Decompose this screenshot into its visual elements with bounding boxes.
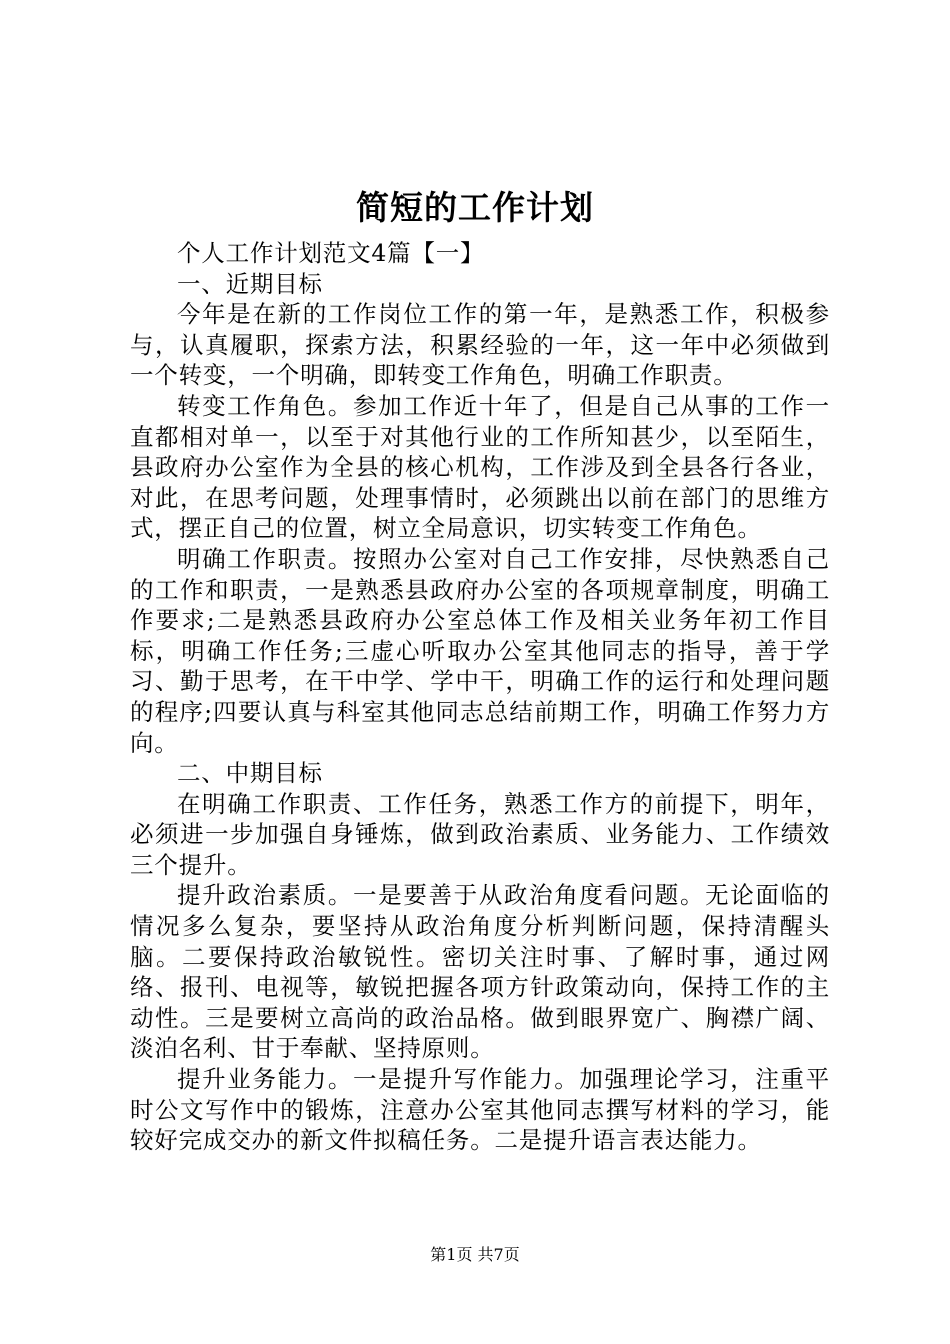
subsection-heading: 二、中期目标 <box>177 759 323 788</box>
section-heading: 个人工作计划范文4篇【一】 <box>177 239 485 267</box>
body-paragraph: 明确工作职责。按照办公室对自己工作安排，尽快熟悉自己的工作和职责，一是熟悉县政府办公室的各项规章制度，明确工作要求;二是熟悉县政府办公室总体工作及相关业务年初工作目标，明确工作任务;三虚心听取办公室其他同志的指导，善于学习、勤于思考，在干中学、学中干，明确工作的运行和处理问题的程序;四要认真与科室其他同志总结前期工作，明确工作努力方向。 <box>130 544 830 757</box>
page-number-footer: 第1页 共7页 <box>430 1245 520 1264</box>
subsection-heading: 一、近期目标 <box>177 269 323 298</box>
body-paragraph: 在明确工作职责、工作任务，熟悉工作方的前提下，明年，必须进一步加强自身锤炼，做到政治素质、业务能力、工作绩效三个提升。 <box>130 789 830 879</box>
document-body <box>130 238 830 1156</box>
body-paragraph: 提升政治素质。一是要善于从政治角度看问题。无论面临的情况多么复杂，要坚持从政治角度分析判断问题，保持清醒头脑。二要保持政治敏锐性。密切关注时事、了解时事，通过网络、报刊、电视等，敏锐把握各项方针政策动向，保持工作的主动性。三是要树立高尚的政治品格。做到眼界宽广、胸襟广阔、淡泊名利、甘于奉献、坚持原则。 <box>130 881 830 1063</box>
body-paragraph: 转变工作角色。参加工作近十年了，但是自己从事的工作一直都相对单一，以至于对其他行业的工作所知甚少，以至陌生，县政府办公室作为全县的核心机构，工作涉及到全县各行各业，对此，在思考问题，处理事情时，必须跳出以前在部门的思维方式，摆正自己的位置，树立全局意识，切实转变工作角色。 <box>130 391 830 543</box>
body-paragraph: 提升业务能力。一是提升写作能力。加强理论学习，注重平时公文写作中的锻炼，注意办公室其他同志撰写材料的学习，能较好完成交办的新文件拟稿任务。二是提升语言表达能力。 <box>130 1065 830 1155</box>
body-paragraph: 今年是在新的工作岗位工作的第一年，是熟悉工作，积极参与，认真履职，探索方法，积累经验的一年，这一年中必须做到一个转变，一个明确，即转变工作角色，明确工作职责。 <box>130 300 830 390</box>
document-title: 简短的工作计划 <box>356 188 594 227</box>
